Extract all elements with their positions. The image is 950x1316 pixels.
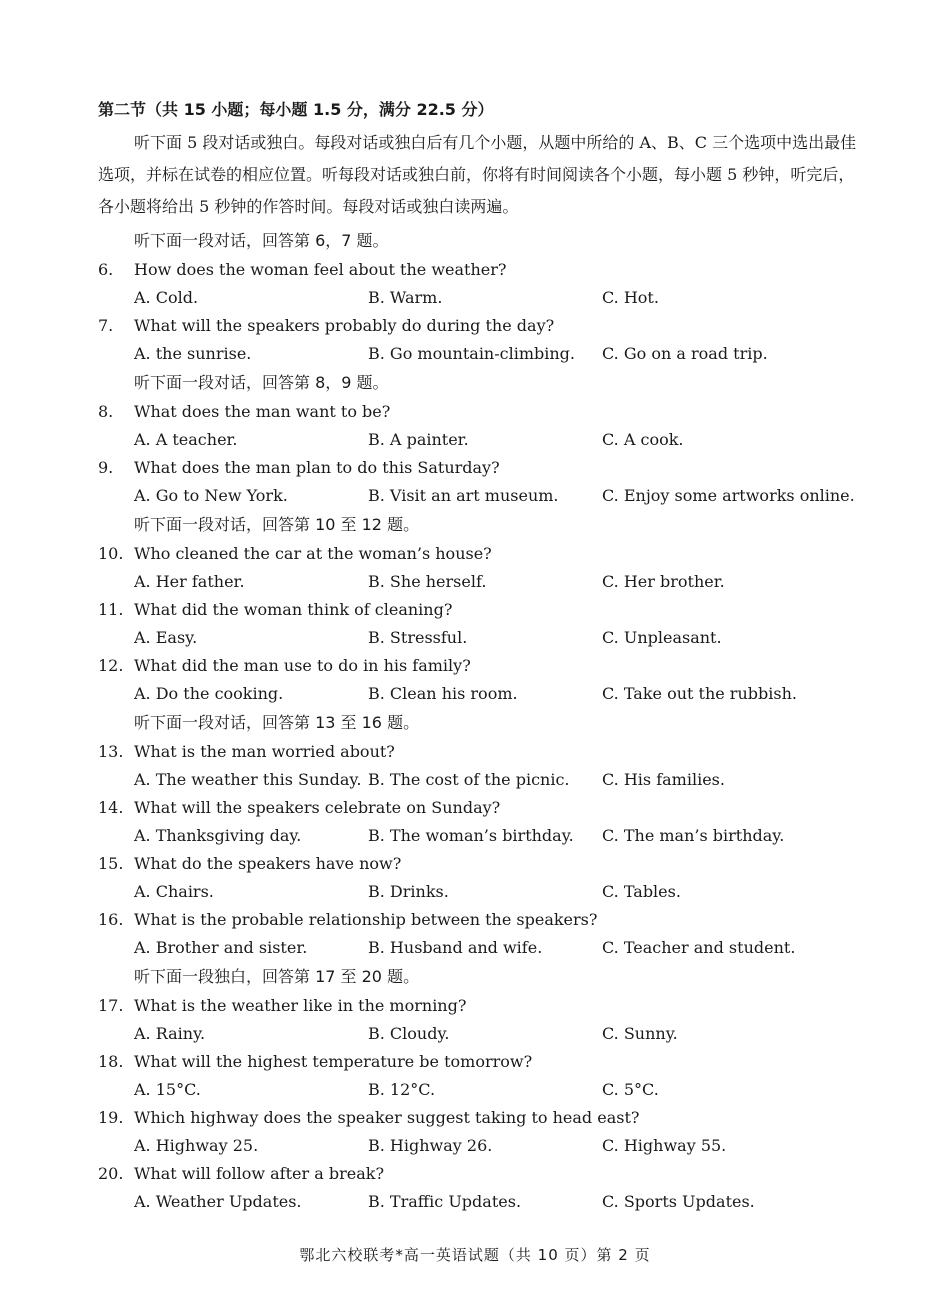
option-b: B. The cost of the picnic. <box>368 770 570 789</box>
option-c: C. Her brother. <box>602 572 725 591</box>
option-c: C. Highway 55. <box>602 1136 727 1155</box>
option-b: B. Go mountain-climbing. <box>368 344 575 363</box>
question-item <box>0 1048 950 1076</box>
option-c: C. Take out the rubbish. <box>602 684 797 703</box>
question-text: What will the highest temperature be tomorrow? <box>134 1052 533 1071</box>
option-a: A. The weather this Sunday. <box>134 770 362 789</box>
question-number: 7. <box>98 316 114 335</box>
question-number: 20. <box>98 1164 124 1183</box>
option-c: C. Unpleasant. <box>602 628 722 647</box>
question-number: 10. <box>98 544 124 563</box>
question-number: 16. <box>98 910 124 929</box>
option-b: B. Cloudy. <box>368 1024 450 1043</box>
options-row <box>0 1188 950 1216</box>
group-instruction: 听下面一段对话，回答第 13 至 16 题。 <box>134 713 420 732</box>
question-number: 12. <box>98 656 124 675</box>
question-text: What do the speakers have now? <box>134 854 402 873</box>
option-c: C. Sunny. <box>602 1024 678 1043</box>
options-row <box>0 766 950 794</box>
question-item <box>0 454 950 482</box>
options-row <box>0 878 950 906</box>
option-c: C. The man’s birthday. <box>602 826 785 845</box>
options-row <box>0 1132 950 1160</box>
question-text: What does the man want to be? <box>134 402 391 421</box>
question-number: 14. <box>98 798 124 817</box>
group-instruction: 听下面一段独白，回答第 17 至 20 题。 <box>134 967 420 986</box>
option-b: B. A painter. <box>368 430 469 449</box>
options-row <box>0 1076 950 1104</box>
intro-paragraph: 听下面 5 段对话或独白。每段对话或独白后有几个小题，从题中所给的 A、B、C 三个选项中选出最佳选项，并标在试卷的相应位置。听每段对话或独白前，你将有时间阅读各个小题，每小题 5 秒钟，听完后，各小题将给出 5 秒钟的作答时间。每段对话或独白读两遍。 <box>98 133 857 216</box>
question-text: What will follow after a break? <box>134 1164 385 1183</box>
page-footer: 鄂北六校联考*高一英语试题（共 10 页）第 2 页 <box>299 1246 651 1264</box>
options-row <box>0 934 950 962</box>
question-text: What is the weather like in the morning? <box>134 996 467 1015</box>
option-a: A. Thanksgiving day. <box>134 826 302 845</box>
option-b: B. Visit an art museum. <box>368 486 559 505</box>
option-a: A. Do the cooking. <box>134 684 284 703</box>
options-row <box>0 284 950 312</box>
question-item <box>0 312 950 340</box>
question-item <box>0 398 950 426</box>
question-text: Who cleaned the car at the woman’s house? <box>134 544 492 563</box>
question-item <box>0 738 950 766</box>
option-a: A. Cold. <box>134 288 199 307</box>
question-item <box>0 906 950 934</box>
question-number: 17. <box>98 996 124 1015</box>
question-number: 8. <box>98 402 114 421</box>
question-number: 19. <box>98 1108 124 1127</box>
option-a: A. A teacher. <box>134 430 238 449</box>
question-text: What will the speakers celebrate on Sunday? <box>134 798 501 817</box>
option-c: C. Enjoy some artworks online. <box>602 486 855 505</box>
option-c: C. His families. <box>602 770 725 789</box>
question-number: 6. <box>98 260 114 279</box>
question-text: How does the woman feel about the weather? <box>134 260 507 279</box>
option-a: A. Go to New York. <box>134 486 288 505</box>
question-item <box>0 850 950 878</box>
options-row <box>0 1020 950 1048</box>
option-c: C. 5°C. <box>602 1080 659 1099</box>
section-intro <box>98 127 858 223</box>
question-number: 11. <box>98 600 124 619</box>
question-text: Which highway does the speaker suggest taking to head east? <box>134 1108 640 1127</box>
question-text: What did the man use to do in his family? <box>134 656 471 675</box>
group-instruction: 听下面一段对话，回答第 6，7 题。 <box>134 231 389 250</box>
question-item <box>0 1104 950 1132</box>
question-number: 15. <box>98 854 124 873</box>
option-b: B. She herself. <box>368 572 487 591</box>
option-a: A. Easy. <box>134 628 198 647</box>
option-a: A. Chairs. <box>134 882 214 901</box>
options-row <box>0 568 950 596</box>
option-b: B. Husband and wife. <box>368 938 543 957</box>
option-b: B. 12°C. <box>368 1080 436 1099</box>
question-item <box>0 992 950 1020</box>
options-row <box>0 624 950 652</box>
option-a: A. Highway 25. <box>134 1136 259 1155</box>
option-b: B. The woman’s birthday. <box>368 826 574 845</box>
option-a: A. Brother and sister. <box>134 938 308 957</box>
question-item <box>0 652 950 680</box>
option-a: A. Rainy. <box>134 1024 206 1043</box>
question-number: 13. <box>98 742 124 761</box>
question-text: What is the probable relationship between the speakers? <box>134 910 598 929</box>
question-item <box>0 596 950 624</box>
question-item <box>0 1160 950 1188</box>
option-b: B. Drinks. <box>368 882 449 901</box>
option-c: C. Sports Updates. <box>602 1192 755 1211</box>
question-item <box>0 540 950 568</box>
question-item <box>0 256 950 284</box>
option-b: B. Stressful. <box>368 628 468 647</box>
option-c: C. A cook. <box>602 430 684 449</box>
option-b: B. Highway 26. <box>368 1136 493 1155</box>
option-a: A. the sunrise. <box>134 344 252 363</box>
option-c: C. Teacher and student. <box>602 938 796 957</box>
option-c: C. Hot. <box>602 288 659 307</box>
option-c: C. Tables. <box>602 882 681 901</box>
question-item <box>0 794 950 822</box>
question-text: What does the man plan to do this Saturday? <box>134 458 500 477</box>
option-b: B. Warm. <box>368 288 443 307</box>
group-instruction: 听下面一段对话，回答第 10 至 12 题。 <box>134 515 420 534</box>
options-row <box>0 822 950 850</box>
option-b: B. Clean his room. <box>368 684 518 703</box>
options-row <box>0 680 950 708</box>
question-text: What did the woman think of cleaning? <box>134 600 453 619</box>
option-b: B. Traffic Updates. <box>368 1192 522 1211</box>
question-text: What is the man worried about? <box>134 742 395 761</box>
question-text: What will the speakers probably do during the day? <box>134 316 555 335</box>
option-a: A. Weather Updates. <box>134 1192 302 1211</box>
options-row <box>0 426 950 454</box>
question-number: 9. <box>98 458 114 477</box>
group-instruction: 听下面一段对话，回答第 8，9 题。 <box>134 373 389 392</box>
option-c: C. Go on a road trip. <box>602 344 768 363</box>
option-a: A. 15°C. <box>134 1080 201 1099</box>
question-number: 18. <box>98 1052 124 1071</box>
options-row <box>0 482 950 510</box>
question-list <box>0 226 950 1216</box>
section-title: 第二节（共 15 小题；每小题 1.5 分，满分 22.5 分） <box>98 100 494 119</box>
options-row <box>0 340 950 368</box>
option-a: A. Her father. <box>134 572 245 591</box>
